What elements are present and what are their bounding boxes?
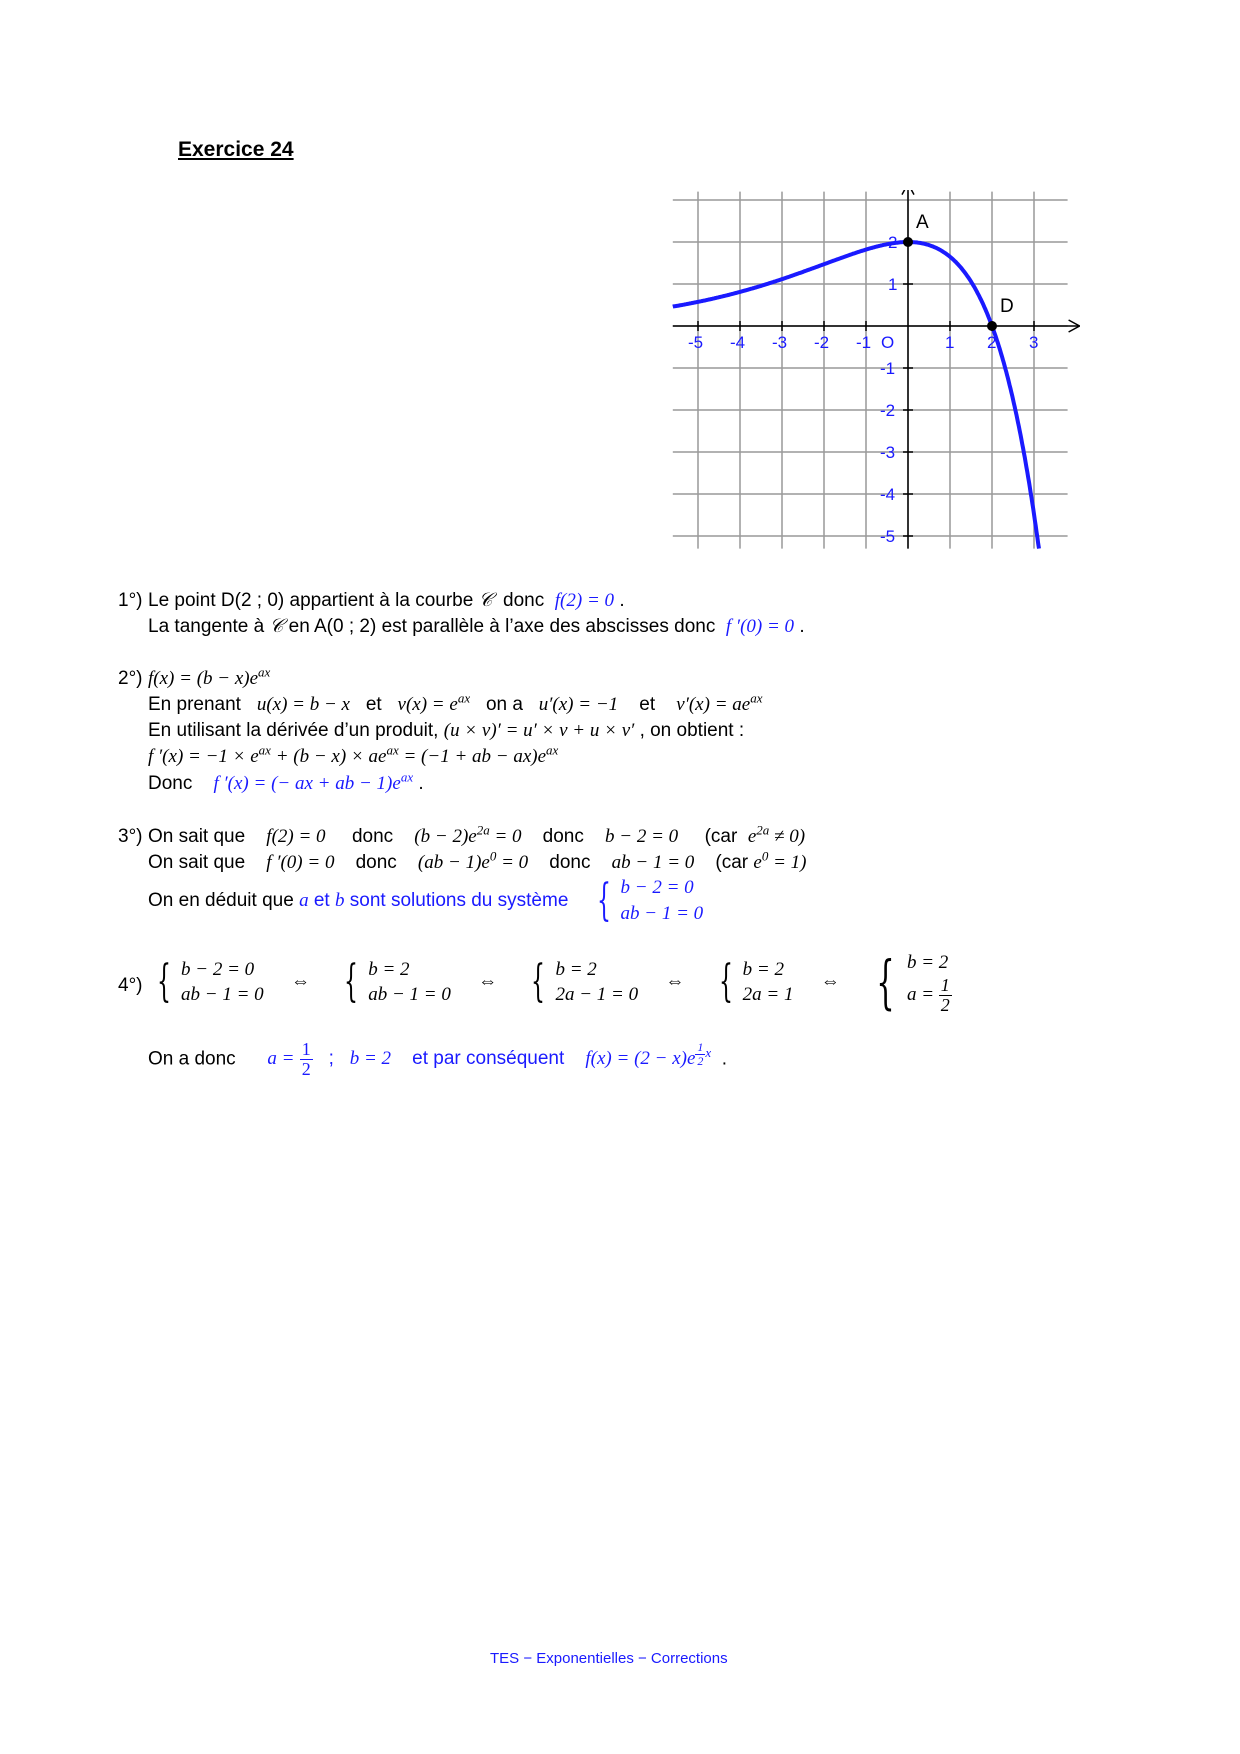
q2-line-1: En prenant u(x) = b − x et $v(x) = e^{ax}$ on a u′(x) = −1 et $v'(x) = ae^{ax}$	[148, 690, 763, 715]
q1-eq-1: f(2) = 0	[554, 590, 615, 611]
q4-conclusion: On a donc a = $\frac{1}{2}$ ; b = 2 et par conséquent f(x) = (2 − x)e $^{\frac{1}{2} x}$ .	[148, 1039, 728, 1079]
origin-label: O	[881, 333, 895, 352]
y-tick-label: 1	[888, 275, 898, 294]
y-tick-label: -1	[880, 359, 896, 378]
q2-function: $f(x) = (b - x)e^{ax}$	[148, 664, 271, 689]
point-a-label: A	[916, 212, 929, 233]
point-d-label: D	[1000, 296, 1014, 317]
q4-systems: { b − 2 = 0 ab − 1 = 0 ⇔ { b = 2 ab − 1 = 0 ⇔ { b = 2 2a − 1 = 0 ⇔ { b = 2 2a = 1 ⇔ { b = 2 a = $\frac{1}{2}$	[150, 950, 952, 1014]
point-d	[987, 321, 997, 331]
graph-axes	[673, 190, 1080, 549]
exercise-title: Exercice 24	[178, 138, 294, 161]
q4-number: 4°)	[118, 975, 143, 996]
q2-number: 2°)	[118, 668, 143, 689]
q2-line-4: Donc f ′(x) = (− ax + ab − $1)e^{ax}$ .	[148, 769, 424, 794]
function-graph	[660, 190, 1080, 555]
q1-line-1: Le point D(2 ; 0) appartient à la courbe 𝒞 donc f(2) = 0 .	[148, 590, 625, 611]
page-footer: TES − Exponentielles − Corrections	[490, 1650, 728, 1667]
y-tick-label: -5	[880, 527, 896, 546]
q4-system-1: { b − 2 = 0 ab − 1 = 0	[157, 956, 264, 1008]
y-tick-label: -3	[880, 443, 896, 462]
q2-line-3: f $'(x) = -1 \times e^{ax} + (b - x) \times ae^{ax} = (-1$ + ab − $ax)e^{ax}$	[148, 742, 559, 767]
x-tick-label: 1	[945, 333, 955, 352]
y-tick-label: 2	[888, 233, 898, 252]
x-tick-label: -4	[730, 333, 746, 352]
y-tick-label: -4	[880, 485, 896, 504]
graph-grid	[673, 192, 1068, 549]
x-tick-label: -1	[856, 333, 872, 352]
q3-system: { b − 2 = 0 ab − 1 = 0	[596, 874, 704, 926]
q3-line-1: On sait que f(2) = 0 donc $(b - 2)e^{2a} = 0$ donc b − 2 = 0 (car $e^{2a} \ne 0$)	[148, 822, 806, 847]
q1-line-2: La tangente à 𝒞 en A(0 ; 2) est parallèle à l’axe des abscisses donc f ′(0) = 0 .	[148, 616, 805, 637]
x-tick-label: -2	[814, 333, 830, 352]
q4-system-3: { b = 2 2a − 1 = 0	[531, 956, 639, 1008]
q1-text-b: donc	[503, 590, 545, 611]
x-tick-label: 3	[1029, 333, 1039, 352]
q1-number: 1°)	[118, 590, 143, 611]
curve-symbol-2: 𝒞	[269, 616, 284, 637]
y-tick-label: -2	[880, 401, 896, 420]
q1-eq-2: f ′(0) = 0	[725, 616, 795, 637]
equiv-symbol: ⇔	[290, 971, 310, 993]
x-tick-label: 2	[987, 333, 997, 352]
point-a	[903, 237, 913, 247]
q1-text-a: Le point D(2 ; 0) appartient à la courbe	[148, 590, 474, 611]
curve-symbol: 𝒞	[478, 590, 493, 611]
x-tick-label: -3	[772, 333, 788, 352]
q4-system-2: { b = 2 ab − 1 = 0	[344, 956, 451, 1008]
q2-line-2: En utilisant la dérivée d’un produit, (u × v)′ = u′ × v + u × v′ , on obtient :	[148, 720, 745, 741]
q3-number: 3°)	[118, 826, 143, 847]
function-curve	[673, 242, 1039, 549]
x-tick-label: -5	[688, 333, 704, 352]
q3-line-3: On en déduit que a et b sont solutions du système { b − 2 = 0 ab − 1 = 0	[148, 874, 704, 926]
q4-system-4: { b = 2 2a = 1	[718, 956, 794, 1008]
q4-system-5: { b = 2 a = $\frac{1}{2}$	[876, 948, 950, 1017]
q3-line-2: On sait que f ′(0) = 0 donc $(ab - 1)e^0 = 0$ donc ab − 1 = 0 (car $e^0 = 1$)	[148, 848, 807, 873]
